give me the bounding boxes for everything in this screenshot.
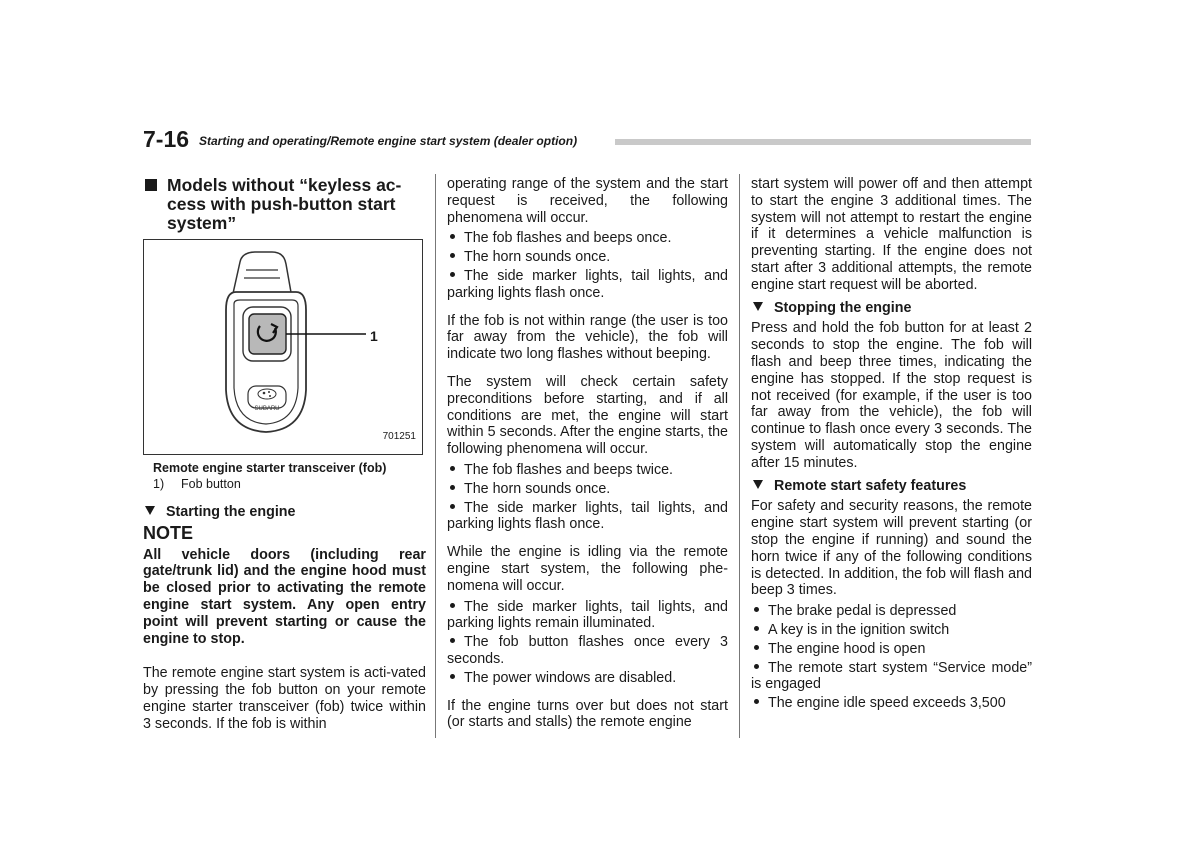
paragraph: Press and hold the fob button for at least 2 seconds to stop the engine. The fob will flash and beep three times, indicating the engine has stopped. If the stop request is not received (for example, if the user is too far away from the vehicle), the fob will continue to flash once every 3 seconds. The system will automatically stop the engine after 15 minutes.: [751, 320, 1032, 471]
figure-caption: Remote engine starter transceiver (fob): [153, 461, 387, 475]
fob-figure: [143, 239, 423, 455]
bullet-item: The brake pedal is depressed: [751, 603, 1032, 620]
bullet-item: The power windows are disabled.: [447, 670, 728, 687]
note-body: All vehicle doors (including rear gate/trunk lid) and the engine hood must be closed prior to activating the remote engine start system. Any open entry point will prevent starting or cause the engine to stop.: [143, 546, 426, 647]
column-2: [447, 176, 728, 742]
caption-item: 1) Fob button: [153, 477, 241, 491]
bullet-item: The horn sounds once.: [447, 249, 728, 266]
bullet-item: The side marker lights, tail lights, and parking lights flash once.: [447, 267, 728, 301]
subheading: Stopping the engine: [751, 300, 1032, 317]
fob-illustration: [144, 240, 422, 454]
bullet-item: A key is in the ignition switch: [751, 622, 1032, 639]
page-number: 7-16: [143, 126, 190, 152]
triangle-icon: [145, 506, 155, 515]
header-bar: [615, 139, 1031, 145]
column-3: [751, 176, 1032, 714]
section-title: Models without “keyless ac-cess with push-button start system”: [143, 176, 426, 233]
column-1: [143, 176, 426, 744]
paragraph: If the engine turns over but does not start (or starts and stalls) the remote engine: [447, 697, 728, 731]
bullet-item: The horn sounds once.: [447, 481, 728, 498]
paragraph: The system will check certain safety preconditions before starting, and if all conditions are met, the engine will start within 5 seconds. After the engine starts, the following phenomena will occur.: [447, 373, 728, 458]
bullet-item: The engine hood is open: [751, 641, 1032, 658]
paragraph: operating range of the system and the start request is received, the following phenomena will occur.: [447, 176, 728, 226]
bullet-item: The side marker lights, tail lights, and parking lights remain illuminated.: [447, 598, 728, 632]
bullet-item: The fob flashes and beeps twice.: [447, 462, 728, 479]
paragraph: start system will power off and then attempt to start the engine 3 additional times. The system will not attempt to restart the engine if it determines a vehicle malfunction is preventing starting. If the engine does not start after 3 additional attempts, the remote engine start request will be aborted.: [751, 176, 1032, 293]
page-header: [143, 126, 1032, 156]
callout-number: 1: [370, 328, 378, 344]
triangle-icon: [753, 302, 763, 311]
subheading: Starting the engine: [143, 504, 426, 521]
bullet-item: The side marker lights, tail lights, and parking lights flash once.: [447, 499, 728, 533]
fob-logo-text: SUBARU: [254, 406, 280, 412]
bullet-item: The fob button flashes once every 3 seconds.: [447, 634, 728, 667]
column-divider: [739, 174, 740, 738]
bullet-item: The remote start system “Service mode” is engaged: [751, 659, 1032, 693]
section-square-icon: [145, 179, 157, 191]
column-divider: [435, 174, 436, 738]
paragraph: While the engine is idling via the remote engine start system, the following phe-nomena will occur.: [447, 544, 728, 594]
paragraph: If the fob is not within range (the user is too far away from the vehicle), the fob will indicate two long flashes without beeping.: [447, 312, 728, 363]
paragraph: The remote engine start system is acti-vated by pressing the fob button on your remote engine starter transceiver (fob) twice within 3 seconds. If the fob is within: [143, 665, 426, 732]
bullet-item: The fob flashes and beeps once.: [447, 230, 728, 247]
subheading: Remote start safety features: [751, 478, 1032, 495]
note-heading: NOTE: [143, 522, 194, 543]
triangle-icon: [753, 480, 763, 489]
paragraph: For safety and security reasons, the remote engine start system will prevent starting (or stop the engine if running) and sound the horn twice if any of the following conditions is detected. In addition, the fob will flash and beep 3 times.: [751, 498, 1032, 599]
bullet-item: The engine idle speed exceeds 3,500: [751, 695, 1032, 712]
chapter-title: Starting and operating/Remote engine start system (dealer option): [199, 134, 578, 148]
figure-code: 701251: [382, 431, 416, 443]
